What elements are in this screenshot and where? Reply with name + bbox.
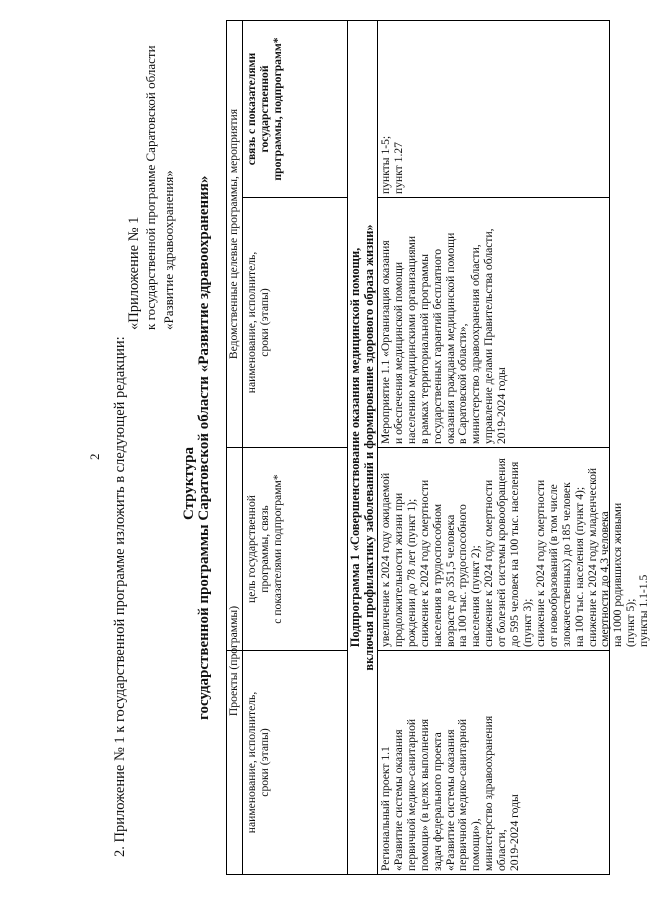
appendix-program-name: «Развитие здравоохранения»: [161, 170, 176, 330]
document-title: Структура: [181, 447, 197, 520]
text-line: населения (пункт 2);: [469, 545, 483, 647]
text-line: области,: [495, 829, 509, 871]
text-line: 2019-2024 годы: [495, 367, 509, 444]
appendix-program-ref: к государственной программе Саратовской области: [143, 45, 158, 330]
text-line: на 100 тыс. трудоспособного: [456, 504, 470, 647]
text-line: увеличение к 2024 году ожидаемой: [379, 472, 392, 647]
text-line: и обеспечения медицинской помощи: [391, 261, 405, 444]
text-line: продолжительности жизни при: [391, 492, 405, 647]
header-indicator-link: связь с показателями государственной программы, подпрограмм*: [245, 37, 284, 181]
text-line: Региональный проект 1.1: [379, 746, 392, 871]
table-rule: [227, 447, 347, 448]
text-line: управление делами Правительства области,: [482, 228, 496, 444]
text-line: «Развитие системы оказания: [391, 729, 405, 871]
text-line: в Саратовской области»,: [456, 323, 470, 444]
document-subtitle: государственной программы Саратовской области «Развитие здравоохранения»: [196, 175, 212, 720]
table-rule: [242, 21, 243, 874]
text-line: смертности до 4,3 человека: [598, 511, 612, 647]
text-line: на 100 тыс. населения (пункт 4);: [572, 486, 586, 647]
header-project-name: наименование, исполнитель, сроки (этапы): [245, 691, 271, 834]
text-line: снижение к 2024 году смертности: [417, 479, 431, 647]
text-line: снижение к 2024 году младенческой: [585, 467, 599, 647]
text-line: первичной медико-санитарной: [404, 718, 418, 871]
text-line: в рамках территориальной программы: [417, 253, 431, 444]
text-line: населения в трудоспособном: [430, 503, 444, 647]
subprogram-row: Подпрограмма 1 «Совершенствование оказания медицинской помощи, включая профилактику заболеваний и формирование здорового образа жизни»: [348, 224, 376, 671]
header-measure-name: наименование, исполнитель, сроки (этапы): [245, 251, 271, 394]
text-line: от болезней системы кровообращения: [495, 458, 509, 647]
table-rule: [227, 650, 347, 651]
text-line: (пункт 5);: [624, 598, 638, 647]
text-line: государственных гарантий бесплатного: [430, 248, 444, 444]
text-line: населению медицинскими организациями: [404, 235, 418, 444]
text-line: на 1000 родившихся живыми: [611, 502, 625, 647]
text-line: снижение к 2024 году смертности: [482, 479, 496, 647]
text-line: оказания гражданам медицинской помощи: [443, 232, 457, 444]
text-line: помощи»),: [469, 818, 483, 871]
table-rule: [377, 197, 609, 198]
text-line: злокачественных) до 185 человек: [559, 482, 573, 647]
header-projects: Проекты (программы): [227, 605, 240, 717]
text-line: до 595 человек на 100 тыс. населения: [508, 461, 522, 647]
text-line: 2019-2024 годы: [508, 794, 522, 871]
table-rule: [377, 447, 609, 448]
text-line: (пункт 3);: [520, 598, 534, 647]
intro-paragraph: 2. Приложение № 1 к государственной программе изложить в следующей редакции:: [112, 336, 128, 857]
goal-cell: [380, 449, 651, 647]
structure-table: [226, 20, 651, 875]
measure-cell: [380, 199, 509, 444]
table-rule: [377, 21, 378, 874]
text-line: снижение к 2024 году смертности: [533, 479, 547, 647]
page-number: 2: [87, 453, 102, 460]
text-line: рождении до 78 лет (пункт 1);: [404, 498, 418, 647]
text-line: министерство здравоохранения: [482, 715, 496, 871]
appendix-heading: «Приложение № 1: [126, 216, 142, 330]
project-cell: [380, 652, 522, 871]
text-line: пункты 1.1-1.5: [637, 574, 651, 647]
text-line: помощи» (в целях выполнения: [417, 718, 431, 871]
text-line: министерство здравоохранения области,: [469, 244, 483, 444]
text-line: «Развитие системы оказания: [443, 729, 457, 871]
text-line: пункты 1-5;: [379, 135, 392, 194]
indicator-link-cell: [380, 22, 406, 194]
header-departmental: Ведомственные целевые программы, мероприятия: [227, 108, 240, 360]
text-line: пункт 1.27: [391, 142, 405, 194]
text-line: задач федерального проекта: [430, 732, 444, 871]
table-rule: [377, 650, 609, 651]
text-line: Мероприятие 1.1 «Организация оказания: [379, 240, 392, 444]
text-line: возрасте до 351,5 человека: [443, 514, 457, 647]
text-line: от новообразований (в том числе: [546, 484, 560, 647]
text-line: первичной медико-санитарной: [456, 718, 470, 871]
header-goal: цель государственной программы, связь с показателями подпрограмм*: [245, 474, 284, 624]
